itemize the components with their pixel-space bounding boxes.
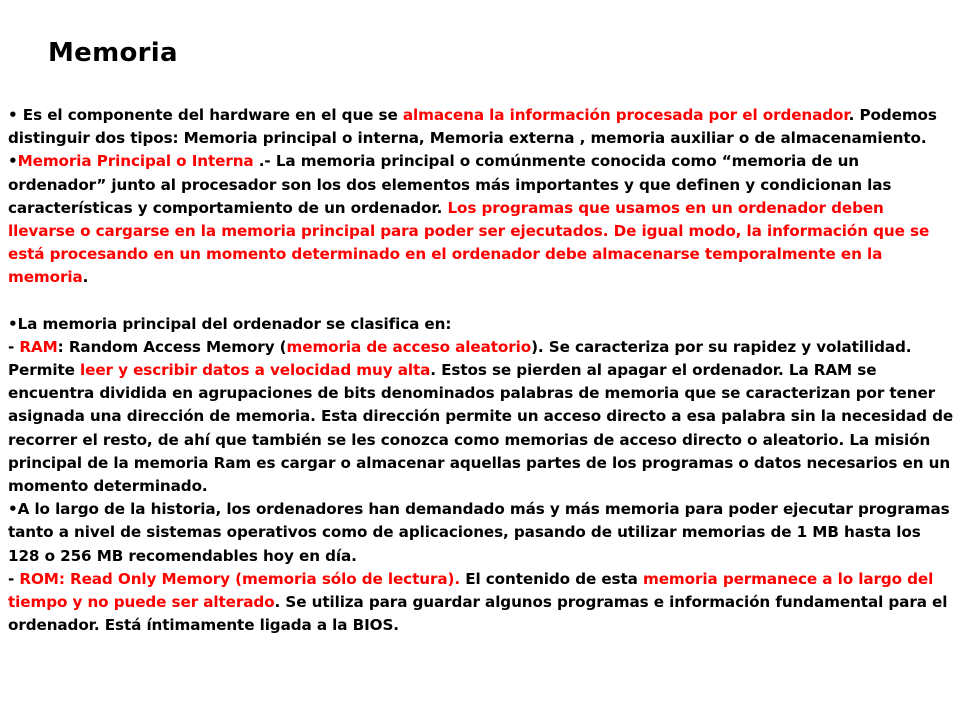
text-run: Es el componente del hardware en el que se: [22, 106, 403, 124]
highlighted-text: leer y escribir datos a velocidad muy alta: [80, 361, 431, 380]
text-run: : Random Access Memory (: [57, 337, 287, 356]
highlighted-text: memoria de acceso aleatorio: [286, 337, 532, 356]
page-title: Memoria: [48, 38, 178, 68]
text-run: -: [8, 337, 20, 356]
paragraph: [8, 498, 954, 568]
paragraph: [8, 313, 954, 336]
paragraph: [8, 336, 954, 498]
text-run: .: [82, 268, 89, 287]
highlighted-text: RAM: [19, 337, 58, 356]
paragraph: [8, 150, 954, 289]
paragraph: [8, 104, 954, 150]
text-run: La memoria principal del ordenador se clasifica en:: [17, 314, 452, 333]
text-run: A lo largo de la historia, los ordenadores han demandado más y más memoria para poder ejecutar programas tanto a nivel de sistemas operativos como de aplicaciones, pasando de utilizar memorias de 1 MB hasta los 128 o 256 MB recomendables hoy en día.: [8, 500, 950, 565]
text-run: -: [8, 569, 20, 588]
highlighted-text: ROM: Read Only Memory (memoria sólo de lectura).: [19, 569, 461, 588]
bullet: •: [8, 152, 18, 171]
text-run: . Podemos distinguir dos tipos: Memoria principal o interna, Memoria externa , memoria auxiliar o de almacenamiento.: [8, 106, 937, 148]
bullet: •: [8, 500, 18, 519]
slide-body: [8, 104, 954, 637]
highlighted-text: Memoria Principal o Interna: [17, 152, 259, 171]
text-run: El contenido de esta: [460, 569, 643, 588]
text-run: .- La memoria principal o comúnmente conocida como “memoria de un ordenador” junto al procesador son los dos elementos más importantes y que definen y condicionan las características y comportamiento de un ordenador.: [8, 152, 892, 217]
paragraph: [8, 568, 954, 638]
text-run: ). Se caracteriza por su rapidez y volatilidad. Permite: [8, 337, 912, 380]
highlighted-text: Los programas que usamos en un ordenador deben llevarse o cargarse en la memoria principal para poder ser ejecutados. De igual modo, la información que se está procesando en un momento determinado en el ordenador debe almacenarse temporalmente en la memoria: [8, 198, 930, 287]
text-run: . Se utiliza para guardar algunos programas e información fundamental para el ordenador. Está íntimamente ligada a la BIOS.: [8, 593, 948, 635]
highlighted-text: almacena la información procesada por el ordenador: [402, 106, 849, 124]
text-run: . Estos se pierden al apagar el ordenador. La RAM se encuentra dividida en agrupaciones de bits denominados palabras de memoria que se caracterizan por tener asignada una dirección de memoria. Esta dirección permite un acceso directo a esa palabra sin la necesidad de recorrer el resto, de ahí que también se les conozca como memorias de acceso directo o aleatorio. La misión principal de la memoria Ram es cargar o almacenar aquellas partes de los programas o datos necesarios en un momento determinado.: [8, 361, 954, 496]
highlighted-text: memoria permanece a lo largo del tiempo y no puede ser alterado: [8, 569, 934, 612]
bullet: •: [8, 314, 18, 333]
bullet: •: [8, 106, 23, 124]
